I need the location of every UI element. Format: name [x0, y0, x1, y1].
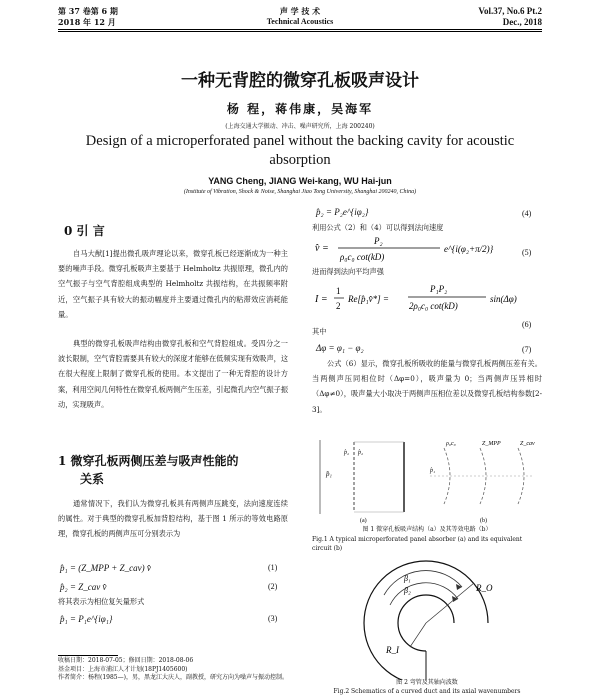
fig2-beta2-label: β₂ [404, 586, 411, 595]
fig1-label-b: (b) [480, 518, 487, 524]
equation-7: Δφ = φ₁ − φ₂ [316, 343, 364, 353]
footnote-line-1: 收稿日期：2018-07-05；修回日期：2018-08-06 [58, 657, 194, 664]
equation-3: p̂₁ = P₁e^{iφ₁} [60, 614, 113, 624]
fig1a-p1-label: p̂₁ [326, 470, 332, 478]
eq5-exponent: e^{i(φ₂+π/2)} [444, 244, 494, 254]
fig2-beta2-arc [390, 583, 458, 605]
footnote [58, 657, 293, 683]
fig1-caption-cn: 图 1 微穿孔板吸声结构（a）及其等效电路（b） [362, 526, 492, 533]
equation-6-number: (6) [522, 320, 532, 329]
eq6-re: Re[p̂₁v̂*] = [348, 294, 389, 304]
equation-5-number: (5) [522, 248, 532, 257]
right-text-2: 进而得到法向平均声强 [312, 267, 384, 276]
fig2-inner-radius-label: R_I [386, 645, 399, 655]
eq6-half-den: 2 [336, 301, 341, 311]
header-rule [58, 29, 542, 30]
fig2-beta1-arrow [456, 584, 462, 590]
equation-7-number: (7) [522, 345, 532, 354]
eq5-numerator: P₂ [374, 236, 383, 246]
fig2-inner-wall-lower [398, 623, 426, 651]
footnote-rule [58, 655, 118, 656]
equation-1-number: (1) [268, 563, 278, 572]
section1-heading-2: 关系 [80, 472, 105, 486]
equation-3-number: (3) [268, 614, 278, 623]
fig1-caption-en: Fig.1 A typical microperforated panel absorber (a) and its equivalent circuit (b) [312, 536, 523, 552]
section1-para2: 将其表示为相位复矢量形式 [58, 597, 145, 606]
title-cn: 一种无背腔的微穿孔板吸声设计 [181, 71, 419, 91]
fig2-caption-en: Fig.2 Schematics of a curved duct and its axial wavenumbers [333, 688, 521, 695]
fig1b-p1-label: p̂₁ [430, 468, 436, 474]
right-text-3: 其中 [312, 327, 327, 336]
section0-heading: 0 引 言 [64, 224, 105, 238]
fig2-outer-radius-line [426, 583, 474, 623]
equation-6 [312, 280, 542, 316]
section0-para1: 自马大猷[1]提出微孔吸声理论以来，微穿孔板已经逐渐成为一种主要的噪声手段。微穿孔板吸声主要基于 Helmholtz 共振原理，微孔内的空气振子与空气背腔组成典型的 Helmholtz 共振结构，在共振频率附近，空气振子具有较大的振动幅度并主要通过微孔内的粘滞效应消耗能量。 [58, 249, 288, 319]
equation-2: p̂₂ = Z_cav v̂ [60, 582, 107, 592]
header-date-en: Dec., 2018 [502, 17, 542, 27]
eq6-numerator: P₁P₂ [430, 284, 448, 294]
figure-1 [312, 436, 542, 524]
right-text-1: 利用公式（2）和（4）可以得到法向速度 [312, 223, 444, 232]
fig2-outer-radius-label: R_O [476, 583, 493, 593]
title-en: Design of a microperforated panel without the backing cavity for acoustic absorption [85, 133, 515, 168]
section0-para2: 典型的微穿孔板吸声结构由微穿孔板和空气背腔组成。受四分之一波长限制，空气背腔需要具有较大的深度才能够在低频实现有效吸声，这在很大程度上限制了微穿孔板的使用。本文提出了一种无背腔的设计方案，利用空间几何特性在微穿孔板两侧产生压差，引起微孔内空气振子振动，实现吸声。 [58, 339, 289, 409]
footnote-line-3: 作者简介：杨程(1985—)，男，黑龙江大庆人，副教授，研究方向为噪声与振动控制。 [58, 674, 288, 681]
header-journal-cn: 声 学 技 术 [279, 6, 321, 16]
fig1-label-a: (a) [360, 518, 367, 524]
eq6-lhs: I = [315, 294, 328, 305]
equation-4-number: (4) [522, 209, 532, 218]
authors-en: YANG Cheng, JIANG Wei-kang, WU Hai-jun [208, 176, 392, 186]
fig2-inner-radius-line [410, 623, 426, 647]
fig1a-p2-label: p̂₂ [344, 450, 350, 456]
fig2-inner-wall [398, 595, 454, 623]
footnote-line-2: 基金项目：上海市浦江人才计划(18PJ1405600) [58, 665, 188, 673]
affiliation-en: (Institute of Vibration, Shock & Noise, Shanghai Jiao Tong University, Shanghai 200240, China) [183, 189, 417, 195]
eq6-sin: sin(Δφ) [490, 294, 517, 304]
fig2-beta1-label: β₁ [404, 574, 411, 583]
equation-5 [312, 234, 512, 264]
equation-1: p̂₁ = (Z_MPP + Z_cav) v̂ [60, 563, 151, 573]
header-volume-en: Vol.37, No.6 Pt.2 [478, 6, 542, 16]
eq5-lhs: v̂ = [315, 243, 329, 254]
affiliation-cn: (上海交通大学振动、冲击、噪声研究所，上海 200240) [225, 123, 375, 130]
equation-2-number: (2) [268, 582, 278, 591]
equation-4: p̂₂ = P₂e^{iφ₂} [316, 207, 369, 217]
eq6-half-num: 1 [336, 286, 341, 296]
header-date-cn: 2018 年 12 月 [58, 17, 116, 27]
section1-para1: 通常情况下，我们认为微穿孔板具有两侧声压跳变，法向速度连续的属性。对于典型的微穿孔板加背腔结构，基于图 1 所示的等效电路原理，微穿孔板的两侧声压可分别表示为 [58, 499, 288, 539]
fig1b-rho-label: ρ₀c₀ [446, 441, 456, 447]
eq5-denominator: ρ₀c₀ cot(kD) [340, 252, 385, 262]
header-journal-en: Technical Acoustics [266, 17, 334, 26]
section1-heading-1: 1 微穿孔板两侧压差与吸声性能的 [58, 454, 239, 468]
fig1a-p3-label: p̂₂ [358, 450, 364, 456]
right-paragraph: 公式（6）显示，微穿孔板所吸收的能量与微穿孔板两侧压差有关。当两侧声压同相位时（Δφ=0），吸声量为 0；当两侧声压异相时（Δφ≠0），吸声量大小取决于两侧声压相位差以及微穿孔板结构参数[2-3]。 [312, 359, 542, 414]
authors-cn: 杨 程，蒋伟康，吴海军 [226, 102, 374, 116]
fig1b-zmpp-label: Z_MPP [482, 441, 501, 447]
figure-2 [312, 555, 542, 680]
eq6-denominator: 2ρ₀c₀ cot(kD) [409, 301, 458, 311]
header-volume-cn: 第 37 卷第 6 期 [58, 6, 118, 16]
fig1b-zcav-label: Z_cav [520, 441, 535, 447]
fig2-caption-cn: 图 2 弯管及其轴向波数 [396, 679, 458, 686]
header-rule-2 [58, 31, 542, 32]
